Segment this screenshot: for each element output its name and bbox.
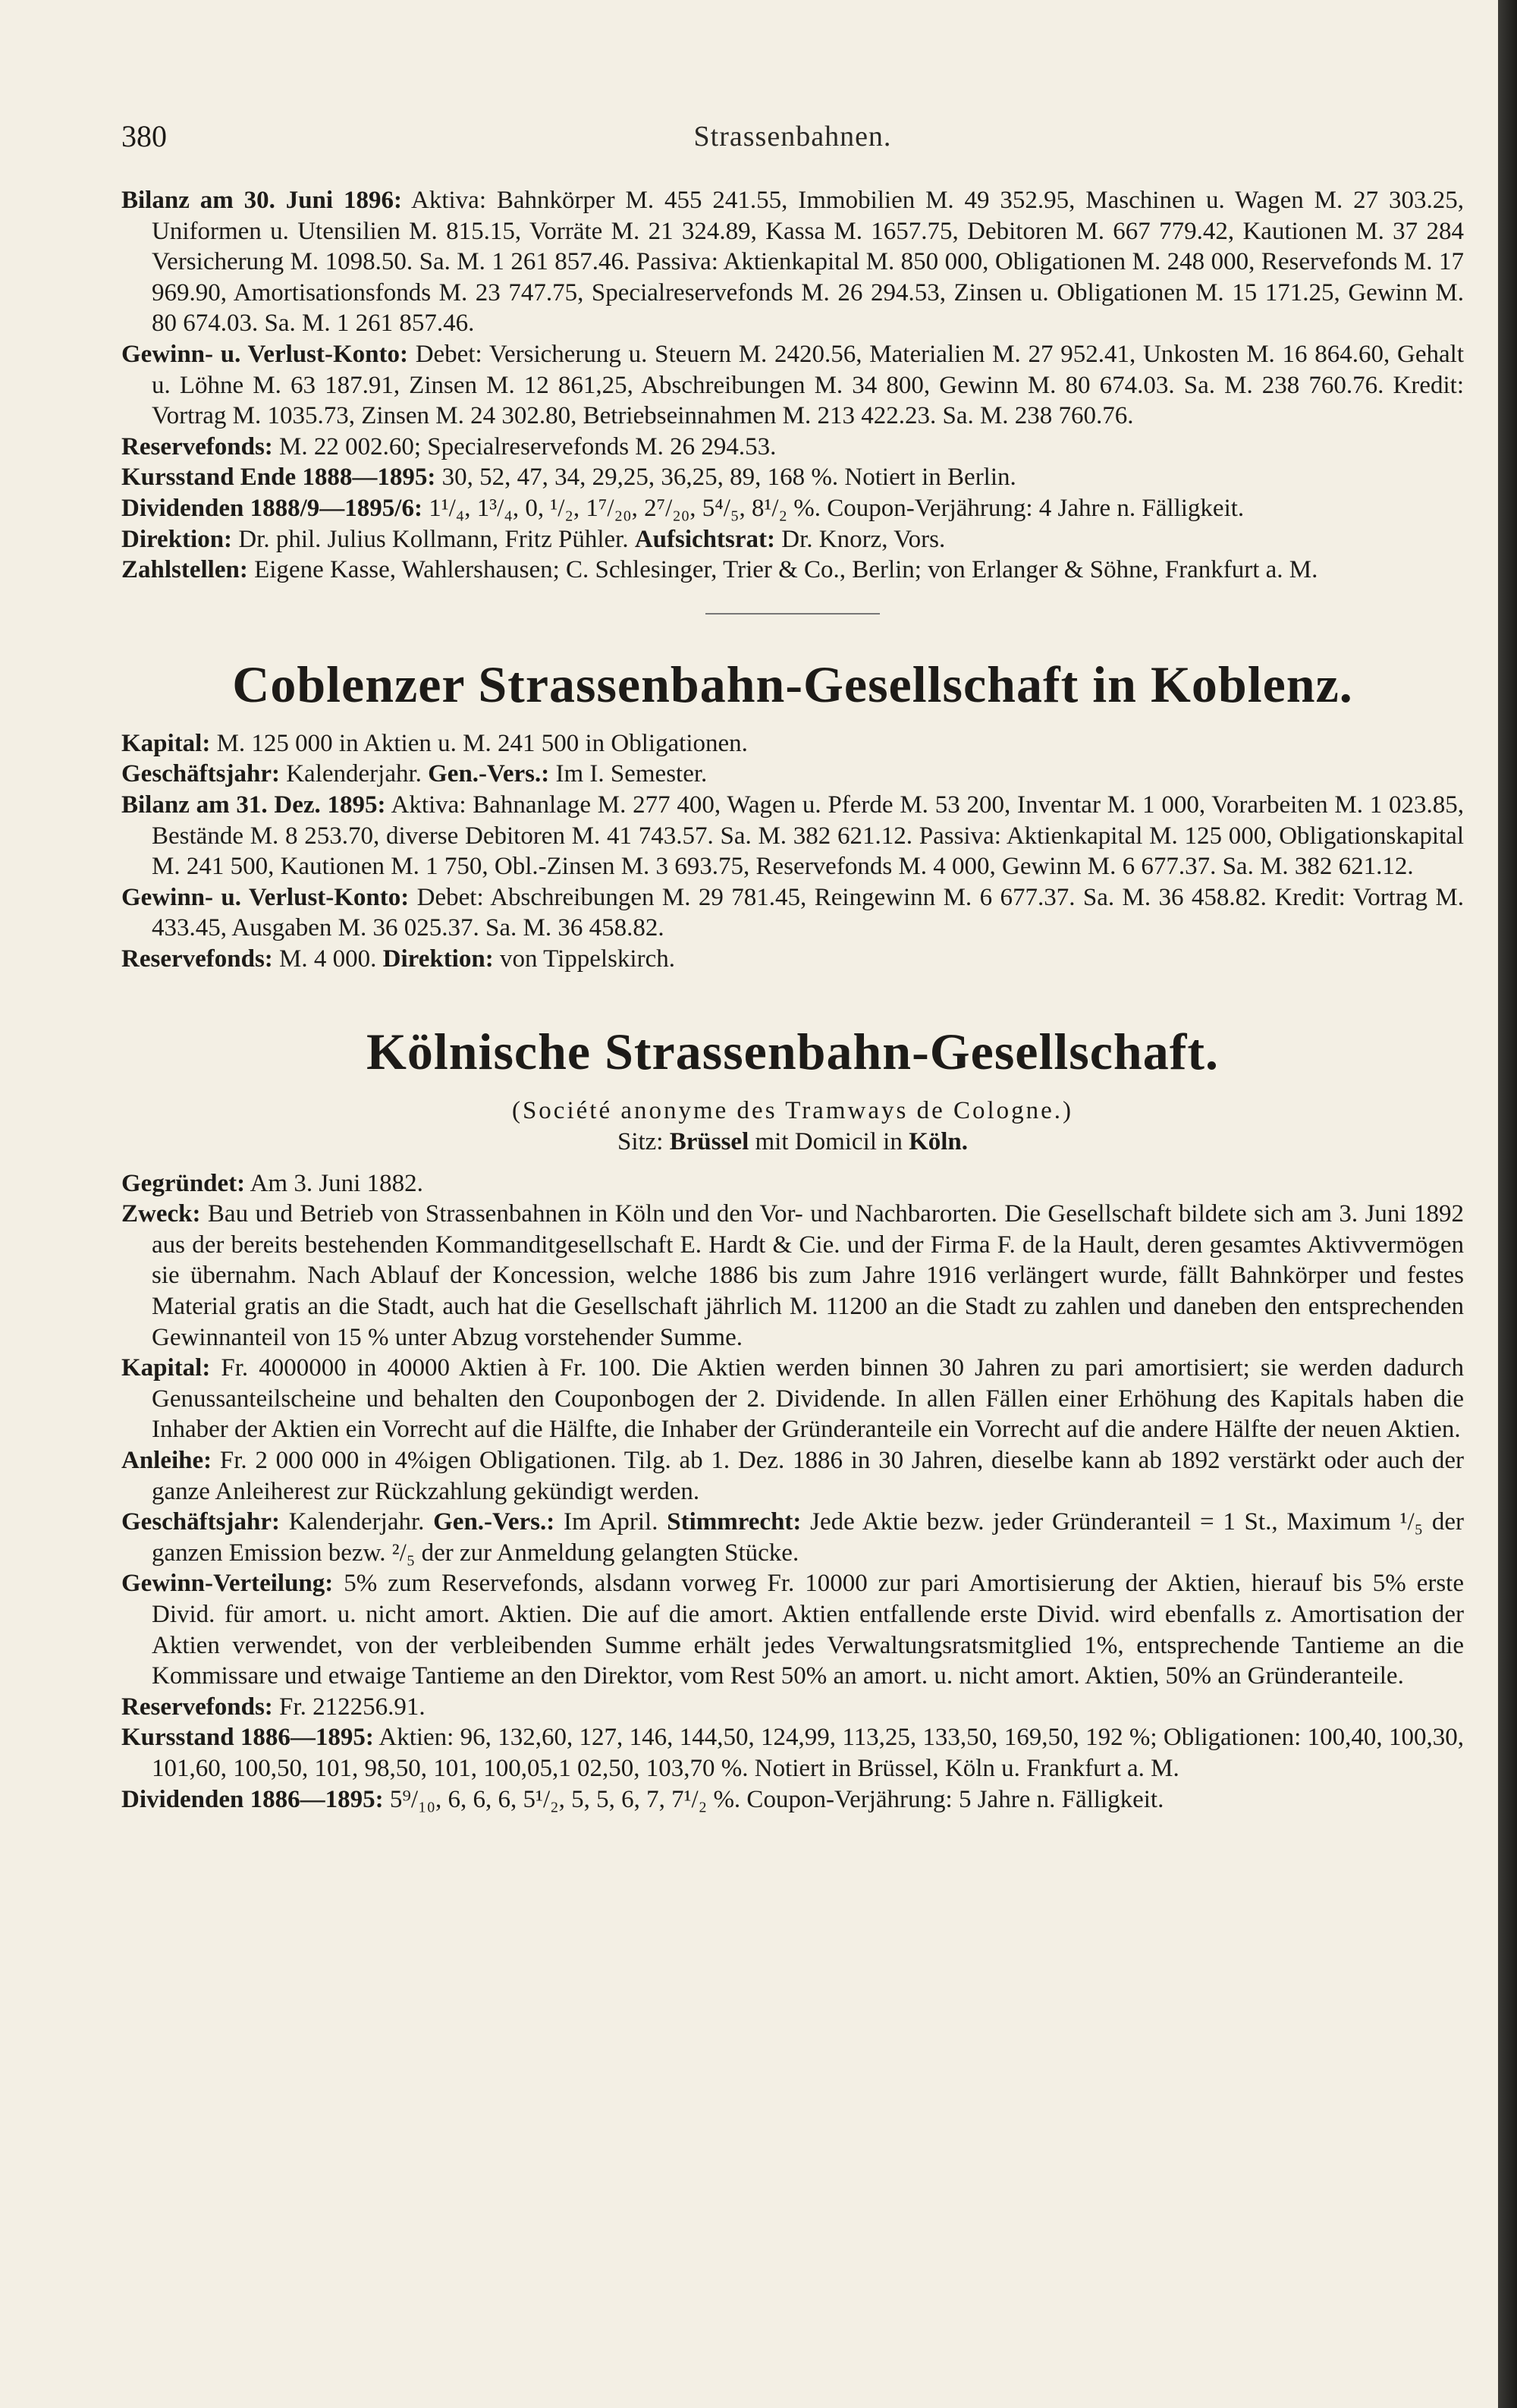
entry-geschaeftsjahr: Geschäftsjahr: Kalenderjahr. Gen.-Vers.: Im April. Stimmrecht: Jede Aktie bezw. jeder Gründeranteil = 1 St., Maximum ¹/₅ der ganzen Emission bezw. ²/₅ der zur Anmeldung gelangten Stücke. <box>121 1508 1465 1567</box>
company-subtitle: (Société anonyme des Tramways de Cologne.) <box>511 1097 1074 1125</box>
page-edge-shadow <box>1498 0 1517 2408</box>
entry-zweck: Zweck: Bau und Betrieb von Strassenbahnen in Köln und den Vor- und Nachbarorten. Die Gesellschaft bildete sich am 3. Juni 1892 aus der bereits bestehenden Kommanditgesellschaft E. Hardt & Cie. und der Firma F. de la Hault, deren gesamtes Aktivvermögen sie übernahm. Nach Ablauf der Koncession, welche 1886 bis zum Jahre 1916 verlängert wurde, fällt Bahnkörper und festes Material gratis an die Stadt, auch hat die Gesellschaft jährlich M. 11200 an die Stadt zu zahlen und daneben den entsprechenden Gewinnanteil von 15 % unter Abzug vorstehender Summe. <box>121 1200 1464 1351</box>
entry-gewinn-verteilung: Gewinn-Verteilung: 5% zum Reservefonds, alsdann vorweg Fr. 10000 zur pari Amortisierung der Aktien, hierauf bis 5% erste Divid. für amort. u. nicht amort. Aktien. Die auf die amort. Aktien entfallende erste Divid. wird ebenfalls z. Amortisation der Aktien verwendet, von der verbleibenden Summe erhält jedes Verwaltungsratsmitglied 1%, entsprechende Tantieme an die Kommissare und etwaige Tantieme an den Direktor, vom Rest 50% an amort. u. nicht amort. Aktien, 50% an Gründeranteile. <box>121 1570 1464 1690</box>
entry-bilanz: Bilanz am 30. Juni 1896: Aktiva: Bahnkörper M. 455 241.55, Immobilien M. 49 352.95, Maschinen u. Wagen M. 27 303.25, Uniformen u. Utensilien M. 815.15, Vorräte M. 21 324.89, Kassa M. 1657.75, Debitoren M. 667 779.42, Kautionen M. 37 284 Versicherung M. 1098.50. Sa. M. 1 261 857.46. Passiva: Aktienkapital M. 850 000, Obligationen M. 248 000, Reservefonds M. 17 969.90, Amortisationsfonds M. 23 747.75, Specialreservefonds M. 26 294.53, Zinsen u. Obligationen M. 15 171.25, Gewinn M. 80 674.03. Sa. M. 1 261 857.46. <box>121 187 1464 338</box>
section-divider <box>705 613 880 615</box>
section-gap <box>121 974 1464 1021</box>
entry-geschaeftsjahr: Geschäftsjahr: Kalenderjahr. Gen.-Vers.: Im I. Semester. <box>121 760 708 788</box>
company-seat: Sitz: Brüssel mit Domicil in Köln. <box>617 1128 969 1156</box>
entry-kursstand: Kursstand Ende 1888—1895: 30, 52, 47, 34, 29,25, 36,25, 89, 168 %. Notiert in Berlin. <box>121 464 1016 492</box>
company-heading-koeln: Kölnische Strassenbahn-Gesellschaft. <box>366 1023 1220 1081</box>
entry-reservefonds: Reservefonds: M. 22 002.60; Specialreservefonds M. 26 294.53. <box>121 432 777 461</box>
entry-anleihe: Anleihe: Fr. 2 000 000 in 4%igen Obligationen. Tilg. ab 1. Dez. 1886 in 30 Jahren, dieselbe kann ab 1892 verstärkt oder auch der ganze Anleiherest zur Rückzahlung gekündigt werden. <box>121 1447 1465 1505</box>
entry-gewinn-verlust: Gewinn- u. Verlust-Konto: Debet: Abschreibungen M. 29 781.45, Reingewinn M. 6 677.37. Sa. M. 36 458.82. Kredit: Vortrag M. 433.45, Ausgaben M. 36 025.37. Sa. M. 36 458.82. <box>121 883 1464 942</box>
entry-direktion: Direktion: Dr. phil. Julius Kollmann, Fritz Pühler. Aufsichtsrat: Dr. Knorz, Vors. <box>121 525 946 553</box>
entry-kursstand: Kursstand 1886—1895: Aktien: 96, 132,60, 127, 146, 144,50, 124,99, 113,25, 133,50, 169,50, 192 %; Obligationen: 100,40, 100,30, 101,60, 100,50, 101, 98,50, 101, 100,05,1 02,50, 103,70 %. Notiert in Brüssel, Köln u. Frankfurt a. M. <box>121 1724 1464 1782</box>
company-heading-coblenz: Coblenzer Strassenbahn-Gesellschaft in Koblenz. <box>232 655 1353 713</box>
entry-reservefonds: Reservefonds: M. 4 000. Direktion: von Tippelskirch. <box>121 945 675 973</box>
running-head <box>121 121 1464 164</box>
entry-gegruendet: Gegründet: Am 3. Juni 1882. <box>121 1169 423 1197</box>
entry-zahlstellen: Zahlstellen: Eigene Kasse, Wahlershausen; C. Schlesinger, Trier & Co., Berlin; von Erlanger & Söhne, Frankfurt a. M. <box>121 556 1318 584</box>
entry-kapital: Kapital: Fr. 4000000 in 40000 Aktien à Fr. 100. Die Aktien werden binnen 30 Jahren zu pari amortisiert; sie werden dadurch Genussanteilscheine und behalten den Couponbogen der 2. Dividende. In allen Fällen einer Erhöhung des Kapitals haben die Inhaber der Aktien ein Vorrecht auf die Hälfte, die Inhaber der Gründeranteile ein Vorrecht auf die andere Hälfte der neuen Aktien. <box>121 1354 1465 1444</box>
page-content <box>121 121 1464 1815</box>
running-title: Strassenbahnen. <box>693 121 892 152</box>
entry-reservefonds: Reservefonds: Fr. 212256.91. <box>121 1693 426 1721</box>
page-number: 380 <box>121 119 167 153</box>
entry-gewinn-verlust: Gewinn- u. Verlust-Konto: Debet: Versicherung u. Steuern M. 2420.56, Materialien M. 27 952.41, Unkosten M. 16 864.60, Gehalt u. Löhne M. 63 187.91, Zinsen M. 12 861,25, Abschreibungen M. 34 800, Gewinn M. 80 674.03. Sa. M. 238 760.76. Kredit: Vortrag M. 1035.73, Zinsen M. 24 302.80, Betriebseinnahmen M. 213 422.23. Sa. M. 238 760.76. <box>121 340 1464 430</box>
entry-bilanz: Bilanz am 31. Dez. 1895: Aktiva: Bahnanlage M. 277 400, Wagen u. Pferde M. 53 200, Inventar M. 1 000, Vorarbeiten M. 1 023.85, Bestände M. 8 253.70, diverse Debitoren M. 41 743.57. Sa. M. 382 621.12. Passiva: Aktienkapital M. 125 000, Obligationskapital M. 241 500, Kautionen M. 1 750, Obl.-Zinsen M. 3 693.75, Reservefonds M. 4 000, Gewinn M. 6 677.37. Sa. M. 382 621.12. <box>121 791 1464 881</box>
entry-dividenden: Dividenden 1888/9—1895/6: 1¹/₄, 1³/₄, 0, ¹/₂, 1⁷/₂₀, 2⁷/₂₀, 5⁴/₅, 8¹/₂ %. Coupon-Verjährung: 4 Jahre n. Fälligkeit. <box>121 494 1245 522</box>
entry-dividenden: Dividenden 1886—1895: 5⁹/₁₀, 6, 6, 6, 5¹/₂, 5, 5, 6, 7, 7¹/₂ %. Coupon-Verjährung: 5 Jahre n. Fälligkeit. <box>121 1785 1164 1813</box>
entry-kapital: Kapital: M. 125 000 in Aktien u. M. 241 500 in Obligationen. <box>121 729 748 757</box>
